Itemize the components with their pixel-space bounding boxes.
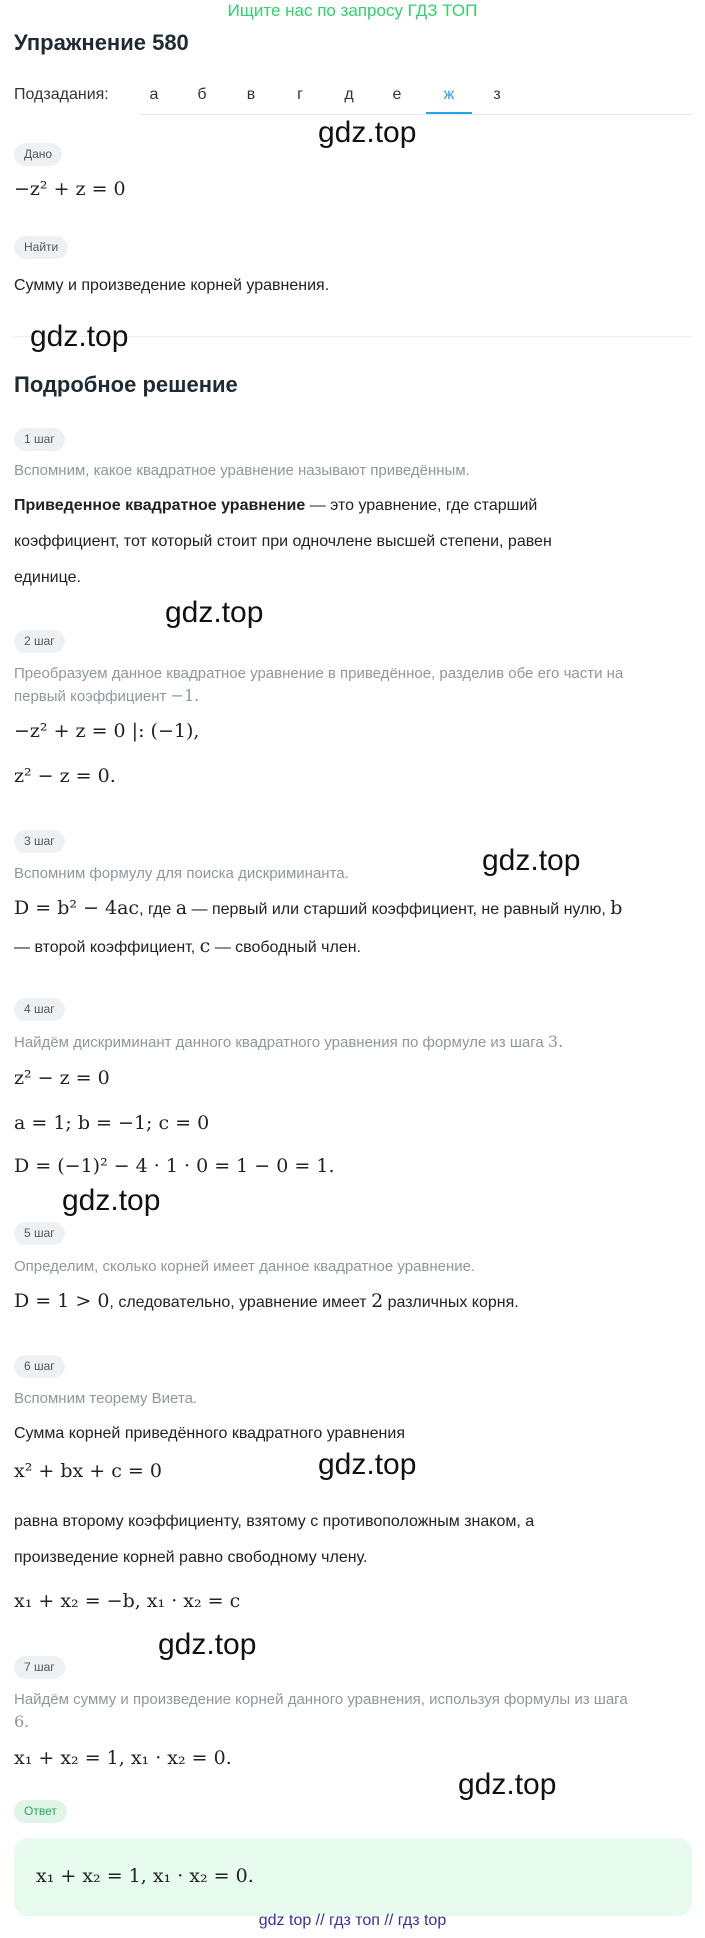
- step-5-result: [14, 1283, 519, 1321]
- watermark: gdz.top: [458, 1768, 557, 1801]
- footer-link-3[interactable]: гдз top: [397, 1912, 447, 1929]
- var-a: a: [175, 897, 188, 919]
- tab-b[interactable]: б: [197, 86, 207, 103]
- step-2-hint-line2: первый коэффициент: [14, 688, 171, 705]
- step-3-text1a: , где: [139, 901, 176, 918]
- subtasks-tabs: [140, 80, 692, 115]
- step-6-eq2: x₁ + x₂ = −b, x₁ · x₂ = c: [14, 1590, 241, 1612]
- given-equation: −z² + z = 0: [14, 178, 126, 200]
- footer-sep-2: //: [379, 1912, 398, 1929]
- tab-zh[interactable]: ж: [443, 86, 455, 103]
- step-2-hint: [14, 663, 694, 708]
- step-6-line3: произведение корней равно свободному члену.: [14, 1549, 368, 1566]
- var-c: c: [199, 935, 211, 957]
- step-5-text1: , следовательно, уравнение имеет: [109, 1294, 372, 1311]
- watermark: gdz.top: [158, 1628, 257, 1661]
- step-3-text1b: — первый или старший коэффициент, не равный нулю,: [187, 901, 611, 918]
- step-1-line1: — это уравнение, где старший: [305, 497, 538, 514]
- watermark: gdz.top: [165, 596, 264, 629]
- footer-link-2[interactable]: гдз топ: [329, 1912, 380, 1929]
- footer-link-1[interactable]: gdz top: [258, 1912, 312, 1929]
- step-5-math1: D = 1 > 0: [14, 1290, 110, 1312]
- step-4-hint: [14, 1031, 563, 1054]
- step-3-text2a: — второй коэффициент,: [14, 939, 200, 956]
- step-2-hint-math: −1.: [170, 686, 200, 705]
- find-text: Сумму и произведение корней уравнения.: [14, 277, 330, 294]
- step-2-eq2: z² − z = 0.: [14, 765, 116, 787]
- step-5-math2: 2: [371, 1290, 384, 1312]
- watermark: gdz.top: [318, 1448, 417, 1481]
- step-3-formula-text: [14, 890, 694, 966]
- step-3-badge: 3 шаг: [14, 830, 65, 853]
- step-4-badge: 4 шаг: [14, 998, 65, 1021]
- tab-g[interactable]: г: [297, 86, 303, 103]
- subtasks-label: Подзадания:: [14, 86, 109, 103]
- footer-sep-1: //: [311, 1912, 330, 1929]
- step-1-line2: коэффициент, тот который стоит при одночлене высшей степени, равен: [14, 533, 552, 550]
- step-7-hint-math: 6.: [14, 1712, 30, 1731]
- step-4-hint-math: 3.: [547, 1032, 564, 1051]
- active-tab-indicator: [426, 112, 472, 114]
- tab-a[interactable]: а: [149, 86, 159, 103]
- step-1-badge: 1 шаг: [14, 428, 65, 451]
- step-6-lines: [14, 1504, 694, 1576]
- step-2-badge: 2 шаг: [14, 630, 65, 653]
- solution-title: Подробное решение: [14, 372, 238, 397]
- answer-badge: Ответ: [14, 1800, 67, 1823]
- step-6-hint: Вспомним теорему Виета.: [14, 1390, 198, 1407]
- step-6-badge: 6 шаг: [14, 1355, 65, 1378]
- answer-equation: x₁ + x₂ = 1, x₁ · x₂ = 0.: [36, 1865, 254, 1887]
- step-2-hint-line1: Преобразуем данное квадратное уравнение в приведённое, разделив обе его части на: [14, 665, 624, 682]
- tab-v[interactable]: в: [246, 86, 256, 103]
- watermark: gdz.top: [482, 844, 581, 877]
- watermark: gdz.top: [30, 320, 129, 353]
- step-7-badge: 7 шаг: [14, 1656, 65, 1679]
- step-5-hint: Определим, сколько корней имеет данное квадратное уравнение.: [14, 1258, 476, 1275]
- step-5-badge: 5 шаг: [14, 1222, 65, 1245]
- step-7-hint: [14, 1689, 694, 1734]
- step-4-eq2: a = 1; b = −1; c = 0: [14, 1112, 210, 1134]
- discriminant-formula: D = b² − 4ac: [14, 897, 140, 919]
- watermark: gdz.top: [318, 116, 417, 149]
- step-3-hint: Вспомним формулу для поиска дискриминанта.: [14, 865, 349, 882]
- step-2-eq1: −z² + z = 0 |: (−1),: [14, 720, 200, 742]
- step-1-term: Приведенное квадратное уравнение: [14, 497, 306, 514]
- promo-banner: Ищите нас по запросу ГДЗ ТОП: [227, 1, 478, 20]
- page-title: Упражнение 580: [14, 30, 189, 55]
- step-3-text2b: — свободный член.: [210, 939, 361, 956]
- tab-d[interactable]: д: [344, 86, 354, 103]
- tab-e[interactable]: е: [392, 86, 402, 103]
- footer-links: [0, 1912, 705, 1930]
- step-6-line1: Сумма корней приведённого квадратного уравнения: [14, 1425, 405, 1442]
- step-4-hint-text: Найдём дискриминант данного квадратного уравнения по формуле из шага: [14, 1034, 548, 1051]
- watermark: gdz.top: [62, 1184, 161, 1217]
- step-6-eq1: x² + bx + c = 0: [14, 1460, 162, 1482]
- step-5-text2: различных корня.: [383, 1294, 519, 1311]
- tab-z[interactable]: з: [493, 86, 501, 103]
- step-4-eq1: z² − z = 0: [14, 1067, 110, 1089]
- step-7-hint-line1: Найдём сумму и произведение корней данного уравнения, используя формулы из шага: [14, 1691, 628, 1708]
- find-badge: Найти: [14, 236, 68, 259]
- step-4-eq3: D = (−1)² − 4 · 1 · 0 = 1 − 0 = 1.: [14, 1155, 335, 1177]
- step-7-eq: x₁ + x₂ = 1, x₁ · x₂ = 0.: [14, 1747, 232, 1769]
- var-b: b: [610, 897, 623, 919]
- step-1-definition: [14, 488, 694, 596]
- step-1-hint: Вспомним, какое квадратное уравнение называют приведённым.: [14, 462, 470, 479]
- step-1-line3: единице.: [14, 569, 81, 586]
- given-badge: Дано: [14, 143, 62, 166]
- step-6-line2: равна второму коэффициенту, взятому с противоположным знаком, а: [14, 1513, 535, 1530]
